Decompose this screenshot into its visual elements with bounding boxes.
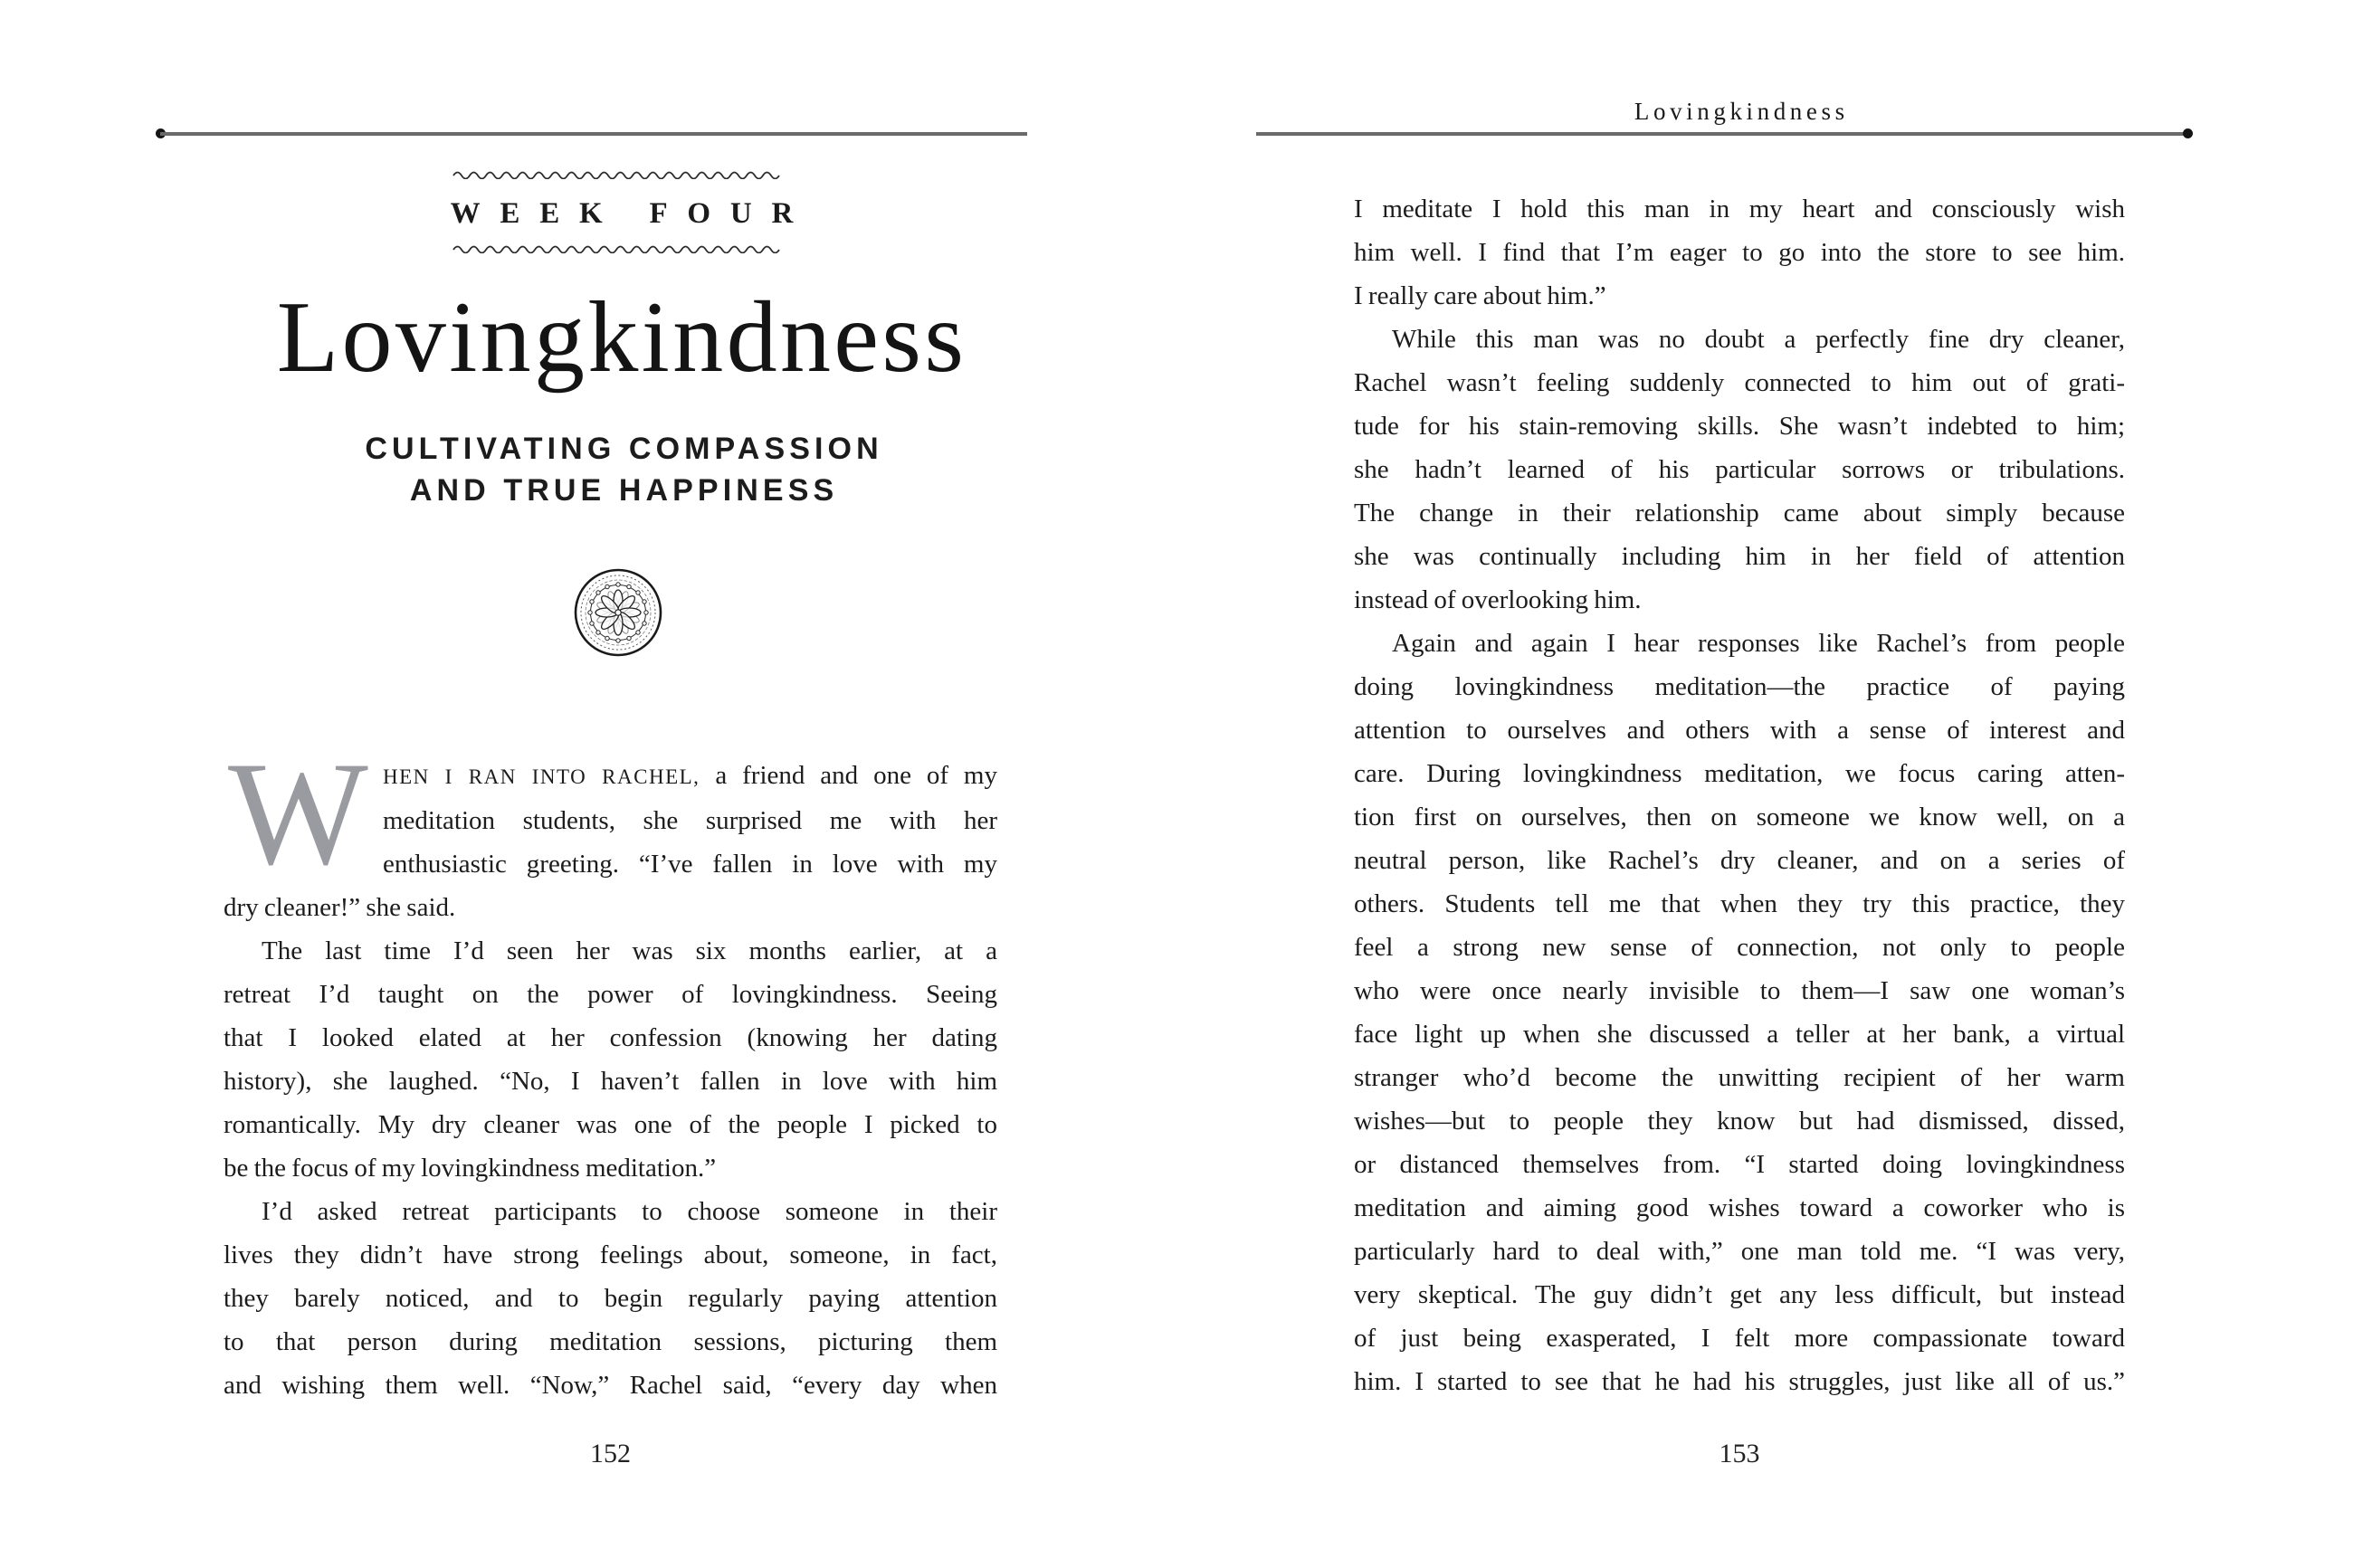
page-number-left: 152 — [590, 1439, 631, 1468]
chapter-opener-rule — [160, 132, 1027, 136]
body-line: I really care about him.” — [1354, 281, 1606, 310]
body-line: I’d asked retreat participants to choose someone in their — [262, 1197, 997, 1226]
body-line: The change in their relationship came about simply because — [1354, 499, 2125, 527]
page-number-right: 153 — [1719, 1439, 1760, 1468]
squiggle-rule-bottom-icon — [452, 242, 786, 253]
left-page-body — [224, 754, 997, 1407]
squiggle-rule-top-icon — [452, 168, 786, 179]
running-header: Lovingkindness — [1634, 98, 1849, 125]
body-line — [224, 754, 997, 799]
body-line: face light up when she discussed a teller at her bank, a virtual — [1354, 1020, 2125, 1049]
body-line: or distanced themselves from. “I started doing lovingkindness — [1354, 1150, 2125, 1179]
body-line: of just being exasperated, I felt more compassionate toward — [1354, 1324, 2125, 1353]
body-line: him well. I find that I’m eager to go into the store to see him. — [1354, 238, 2125, 267]
chapter-title: Lovingkindness — [276, 281, 967, 394]
body-line: romantically. My dry cleaner was one of the people I picked to — [224, 1110, 997, 1139]
body-line: instead of overlooking him. — [1354, 585, 1642, 614]
body-line: neutral person, like Rachel’s dry cleaner, and on a series of — [1354, 846, 2125, 875]
body-line: Rachel wasn’t feeling suddenly connected to him out of grati- — [1354, 368, 2125, 397]
right-page-body — [1354, 187, 2125, 1403]
body-line: tion first on ourselves, then on someone we know well, on a — [1354, 803, 2125, 832]
body-line: she hadn’t learned of his particular sorrows or tribulations. — [1354, 455, 2125, 484]
body-line: him. I started to see that he had his struggles, just like all of us.” — [1354, 1367, 2125, 1396]
body-line: and wishing them well. “Now,” Rachel said, “every day when — [224, 1371, 997, 1400]
body-line: she was continually including him in her field of attention — [1354, 542, 2125, 571]
body-line: I meditate I hold this man in my heart and consciously wish — [1354, 195, 2125, 223]
week-label: WEEK FOUR — [450, 197, 814, 230]
rule-end-dot-icon — [2183, 128, 2193, 138]
body-line: care. During lovingkindness meditation, we focus caring atten- — [1354, 759, 2125, 788]
chapter-subtitle — [224, 428, 1020, 511]
body-line-text: a friend and one of my — [700, 761, 997, 790]
body-line: they barely noticed, and to begin regularly paying attention — [224, 1284, 997, 1313]
body-line: wishes—but to people they know but had dismissed, dissed, — [1354, 1107, 2125, 1136]
body-line: feel a strong new sense of connection, not only to people — [1354, 933, 2125, 962]
body-line: that I looked elated at her confession (knowing her dating — [224, 1023, 997, 1052]
body-line: particularly hard to deal with,” one man told me. “I was very, — [1354, 1237, 2125, 1266]
running-header-rule — [1256, 132, 2187, 136]
body-line: retreat I’d taught on the power of lovingkindness. Seeing — [224, 980, 997, 1009]
body-line: dry cleaner!” she said. — [224, 893, 456, 922]
right-page — [1176, 0, 2353, 1568]
medallion-lotus — [595, 590, 641, 635]
body-line: to that person during meditation sessions, picturing them — [224, 1327, 997, 1356]
chapter-subtitle-line2: AND TRUE HAPPINESS — [409, 473, 839, 508]
left-page — [0, 0, 1176, 1568]
body-line: lives they didn’t have strong feelings about, someone, in fact, — [224, 1240, 997, 1269]
small-caps-lead-in: HEN I RAN INTO RACHEL, — [383, 765, 700, 788]
body-line: The last time I’d seen her was six months earlier, at a — [262, 936, 997, 965]
body-line: meditation students, she surprised me with her — [383, 806, 997, 835]
lotus-medallion-icon — [573, 567, 663, 658]
body-line: be the focus of my lovingkindness meditation.” — [224, 1154, 717, 1183]
body-line: tude for his stain-removing skills. She wasn’t indebted to him; — [1354, 412, 2125, 441]
body-line: doing lovingkindness meditation—the practice of paying — [1354, 672, 2125, 701]
body-line: meditation and aiming good wishes toward a coworker who is — [1354, 1193, 2125, 1222]
body-line: who were once nearly invisible to them—I saw one woman’s — [1354, 976, 2125, 1005]
body-line: While this man was no doubt a perfectly fine dry cleaner, — [1392, 325, 2125, 354]
body-line: enthusiastic greeting. “I’ve fallen in love with my — [383, 850, 997, 879]
drop-cap: W — [228, 732, 368, 896]
chapter-subtitle-line1: CULTIVATING COMPASSION — [365, 432, 883, 466]
body-line: stranger who’d become the unwitting recipient of her warm — [1354, 1063, 2125, 1092]
body-line: history), she laughed. “No, I haven’t fallen in love with him — [224, 1067, 997, 1096]
body-line: very skeptical. The guy didn’t get any less difficult, but instead — [1354, 1280, 2125, 1309]
body-line: Again and again I hear responses like Rachel’s from people — [1392, 629, 2125, 658]
body-line: others. Students tell me that when they try this practice, they — [1354, 889, 2125, 918]
body-line: attention to ourselves and others with a sense of interest and — [1354, 716, 2125, 745]
